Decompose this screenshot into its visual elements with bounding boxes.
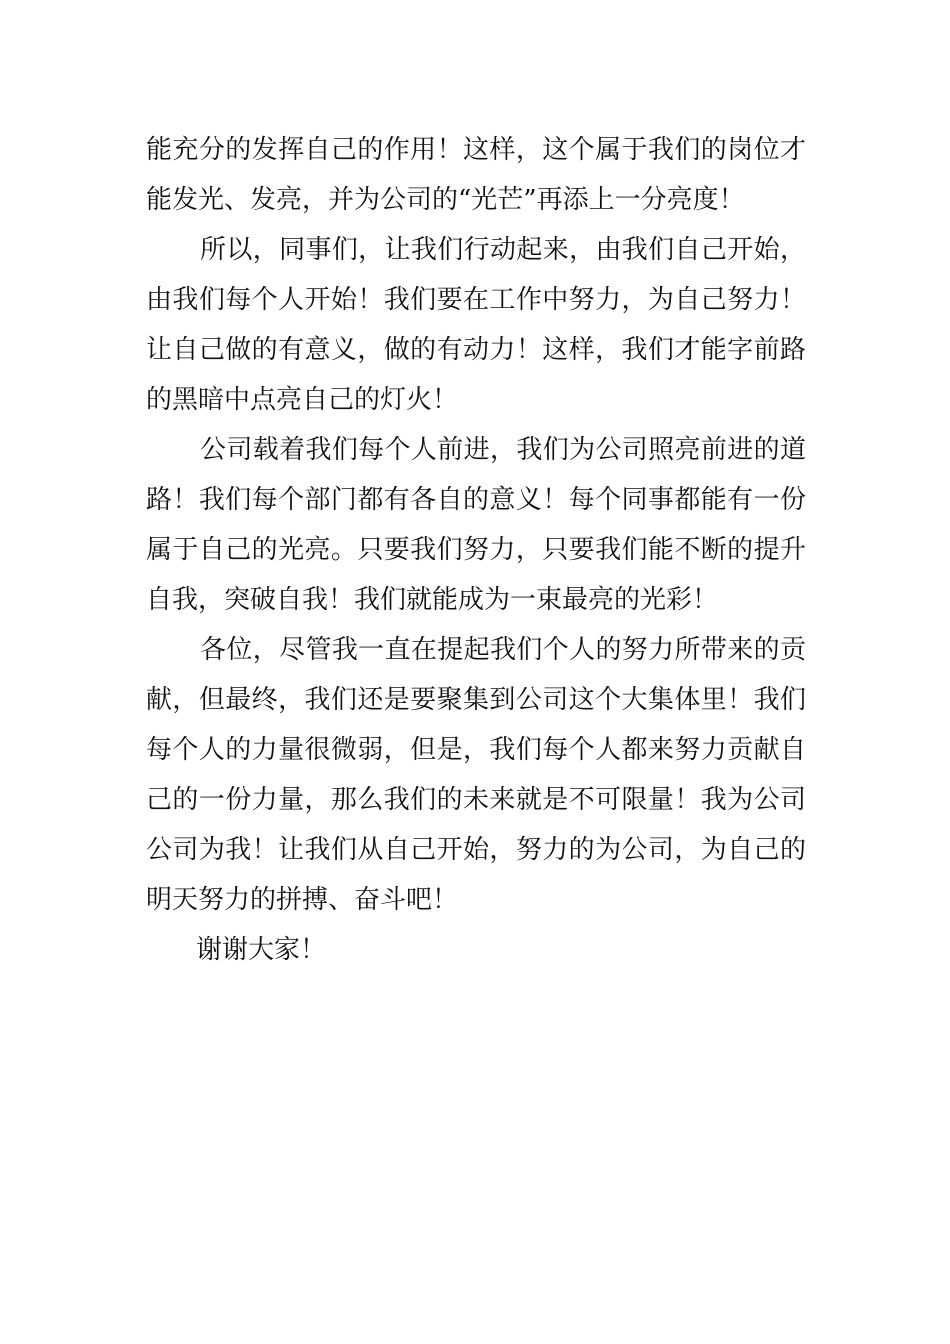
text-line: 自我，突破自我！我们就能成为一束最亮的光彩！ <box>146 585 719 615</box>
text-line: 路！我们每个部门都有各自的意义！每个同事都能有一份 <box>146 485 806 515</box>
text-line: 能充分的发挥自己的作用！这样，这个属于我们的岗位才 <box>146 135 806 165</box>
text-line: 明天努力的拼搏、奋斗吧！ <box>146 885 459 915</box>
paragraph-first-line: 公司载着我们每个人前进，我们为公司照亮前进的道 <box>200 435 806 465</box>
text-line: 的黑暗中点亮自己的灯火！ <box>146 385 459 415</box>
text-line: 让自己做的有意义，做的有动力！这样，我们才能字前路 <box>146 335 806 365</box>
closing-thanks: 谢谢大家！ <box>196 935 327 965</box>
text-line: 献，但最终，我们还是要聚集到公司这个大集体里！我们 <box>146 685 806 715</box>
text-line: 公司为我！让我们从自己开始，努力的为公司，为自己的 <box>146 835 806 865</box>
paragraph-first-line: 各位，尽管我一直在提起我们个人的努力所带来的贡 <box>200 635 806 665</box>
paragraph-first-line: 所以，同事们，让我们行动起来，由我们自己开始， <box>200 235 806 265</box>
text-line: 每个人的力量很微弱，但是，我们每个人都来努力贡献自 <box>146 735 806 765</box>
text-line: 属于自己的光亮。只要我们努力，只要我们能不断的提升 <box>146 535 806 565</box>
text-line: 己的一份力量，那么我们的未来就是不可限量！我为公司 <box>146 785 806 815</box>
text-line: 由我们每个人开始！我们要在工作中努力，为自己努力！ <box>146 285 806 315</box>
text-line: 能发光、发亮，并为公司的“光芒”再添上一分亮度！ <box>146 185 745 215</box>
